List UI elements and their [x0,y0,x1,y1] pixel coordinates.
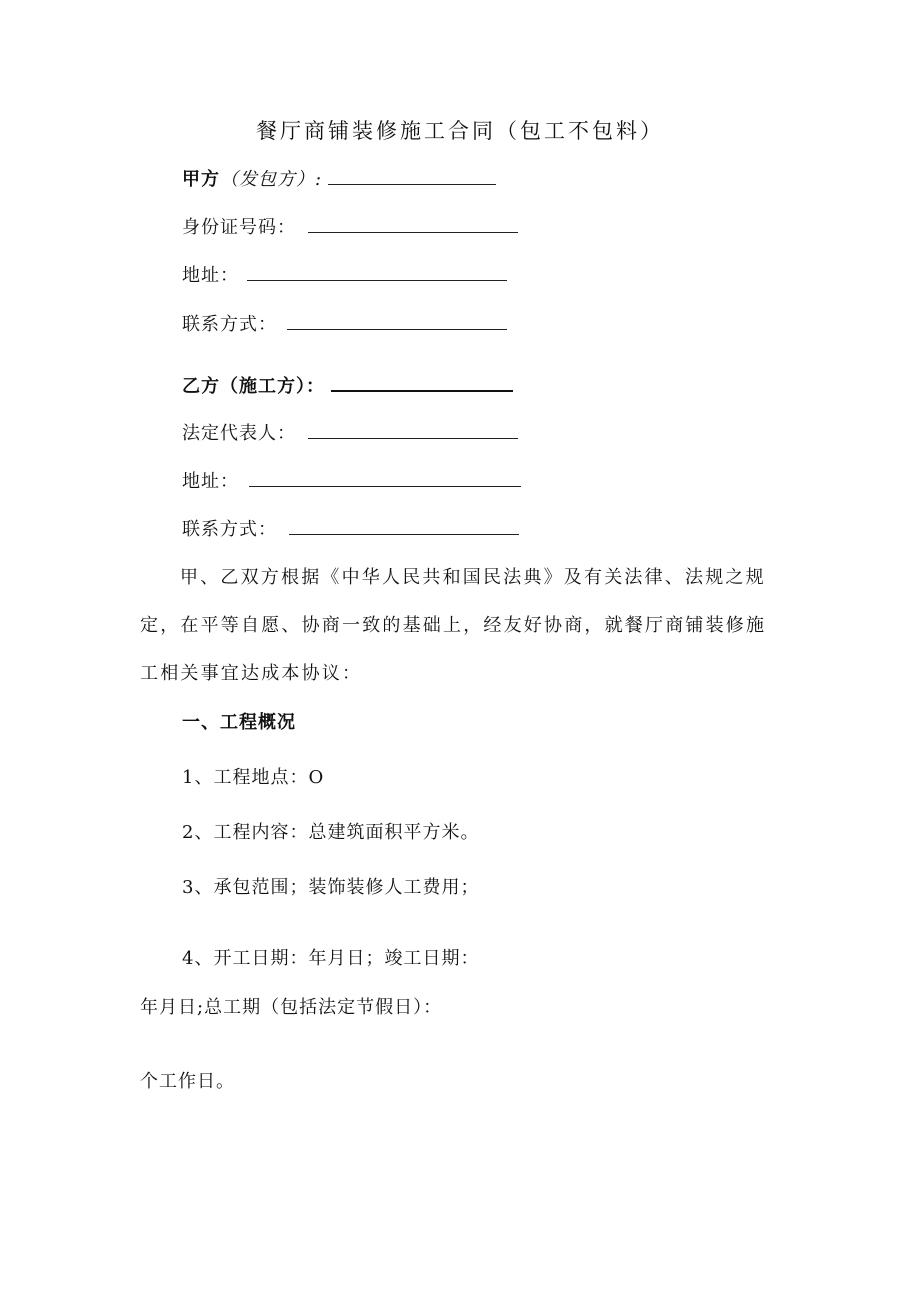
section-item: 1、工程地点：O [182,767,325,788]
party-b-contact-field[interactable] [289,516,519,535]
party-a-address-label: 地址： [182,265,239,286]
intro-paragraph: 甲、乙双方根据《中华人民共和国民法典》及有关法律、法规之规定，在平等自愿、协商一致的基础上，经友好协商，就餐厅商铺装修施工相关事宜达成本协议： [140,567,767,684]
party-b-name-field[interactable] [331,372,513,392]
party-a-id-line [182,214,518,240]
party-a-line [182,166,496,192]
party-a-address-line [182,262,507,288]
section-item-continuation: 个工作日。 [140,1071,235,1092]
party-b-line [182,372,513,399]
party-a-contact-field[interactable] [287,311,507,330]
party-a-contact-label: 联系方式： [182,314,277,335]
party-a-label: 甲方 [182,169,220,190]
party-b-contact-label: 联系方式： [182,519,277,540]
party-b-rep-field[interactable] [308,420,518,439]
party-a-address-field[interactable] [247,262,507,281]
party-b-contact-line [182,516,519,542]
party-a-name-field[interactable] [328,166,496,185]
party-a-id-label: 身份证号码： [182,217,296,238]
party-a-role: （发包方）: [220,169,323,190]
party-a-id-field[interactable] [308,214,518,233]
party-b-label: 乙方（施工方）： [182,376,325,397]
party-b-address-label: 地址： [182,471,239,492]
party-b-rep-label: 法定代表人： [182,423,296,444]
party-b-address-line [182,468,521,494]
section-item-continuation: 年月日;总工期（包括法定节假日）： [140,997,443,1018]
party-b-rep-line [182,420,518,446]
section-item: 4、开工日期：年月日；竣工日期： [182,948,480,969]
party-a-contact-line [182,311,507,337]
document-title: 餐厅商铺装修施工合同（包工不包料） [256,119,664,143]
section-item: 3、承包范围；装饰装修人工费用； [182,877,480,898]
section-item: 2、工程内容：总建筑面积平方米。 [182,822,480,843]
section-heading: 一、工程概况 [182,712,296,733]
party-b-address-field[interactable] [249,468,521,487]
